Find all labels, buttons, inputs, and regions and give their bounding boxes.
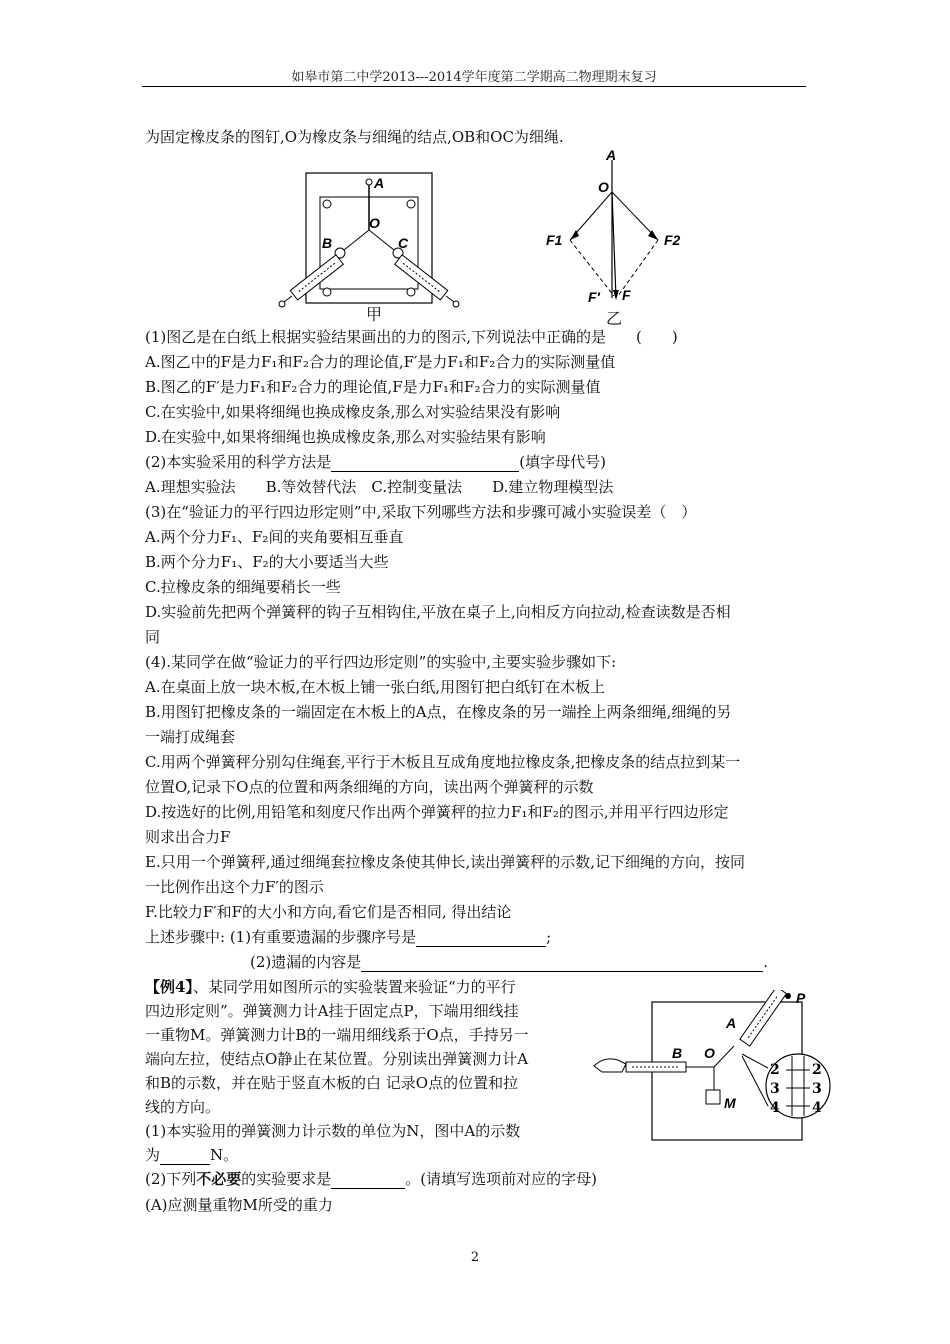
q2-options: A.理想实验法 B.等效替代法 C.控制变量法 D.建立物理模型法 [145,478,614,496]
fig-yi-label-fprime: F′ [588,289,600,305]
ex4-q1: (1)本实验用的弹簧测力计示数的单位为N，图中A的示数 [145,1122,521,1140]
q3-option-c: C.拉橡皮条的细绳要稍长一些 [145,578,341,596]
fig-jia-label-o: O [369,215,380,231]
page-header: 如皋市第二中学2013---2014学年度第二学期高二物理期末复习 [291,70,657,85]
ex4-line-6: 线的方向。 [145,1098,221,1116]
q4-blank1-line [145,928,551,947]
q4-blank2-text: (2)遗漏的内容是 [250,953,362,971]
q2-stem-suffix: (填字母代号) [519,453,606,471]
q4-blank1[interactable] [416,928,546,947]
ex4-q2-option-a: (A)应测量重物M所受的重力 [145,1196,333,1214]
q4-blank2-line [250,953,768,972]
q4-blank1-text: 上述步骤中: (1)有重要遗漏的步骤序号是 [145,928,417,946]
fig-jia-label-b: B [322,235,333,251]
q4-step-b-cont: 一端打成绳套 [145,728,236,746]
q1-stem: (1)图乙是在白纸上根据实验结果画出的力的图示,下列说法中正确的是 ( ) [145,328,678,346]
figure-jia [270,170,470,320]
ex4-q2-suffix: 。(请填写选项前对应的字母) [405,1170,597,1188]
q4-blank2[interactable] [361,953,763,972]
ex4-fig-label-a: A [726,1015,737,1031]
q4-step-b: B.用图钉把橡皮条的一端固定在木板上的A点，在橡皮条的另一端拴上两条细绳,细绳的另 [145,703,732,721]
ex4-q1-unit: N。 [210,1146,239,1164]
ex4-scale-2: 2 [770,1062,780,1078]
ex4-line-5: 和B的示数，并在贴于竖直木板的白 记录O点的位置和拉 [145,1074,519,1092]
q3-option-d-cont: 同 [145,628,161,646]
ex4-tag: 【例4】 [145,978,193,996]
fig-yi-caption: 乙 [606,309,623,328]
q4-step-e: E.只用一个弹簧秤,通过细绳套拉橡皮条使其伸长,读出弹簧秤的示数,记下细绳的方向，按同 [145,853,746,871]
fig-yi-label-f1: F1 [546,232,563,248]
q1-option-b: B.图乙的F′是力F₁和F₂合力的理论值,F是力F₁和F₂合力的实际测量值 [145,378,601,396]
q1-option-a: A.图乙中的F是力F₁和F₂合力的理论值,F′是力F₁和F₂合力的实际测量值 [145,353,616,371]
q3-option-a: A.两个分力F₁、F₂间的夹角要相互垂直 [145,528,404,546]
ex4-line-2: 四边形定则”。弹簧测力计A挂于固定点P，下端用细线挂 [145,1002,519,1020]
figure-yi [540,148,690,308]
ex4-q2-mid: 的实验要求是 [241,1170,332,1188]
ex4-q2-prefix: (2)下列 [145,1170,197,1188]
ex4-line-3: 一重物M。弹簧测力计B的一端用细线系于O点，手持另一 [145,1026,529,1044]
q3-option-d: D.实验前先把两个弹簧秤的钩子互相钩住,平放在桌子上,向相反方向拉动,检查读数是否相 [145,603,731,621]
ex4-fig-label-p: P [796,990,806,1006]
q2-answer-blank[interactable] [331,453,519,472]
q4-blank2-end: . [763,953,769,971]
ex4-q1-prefix: 为 [145,1146,161,1164]
ex4-scale-2b: 2 [812,1062,822,1078]
q4-step-d-cont: 则求出合力F [145,828,231,846]
ex4-scale-3b: 3 [812,1081,822,1097]
q4-step-a: A.在桌面上放一块木板,在木板上铺一张白纸,用图钉把白纸钉在木板上 [145,678,606,696]
ex4-q2-emphasis: 不必要 [196,1170,242,1188]
fig-yi-label-o: O [598,179,609,195]
q2-stem-text: (2)本实验采用的科学方法是 [145,453,332,471]
ex4-fig-label-o: O [704,1045,715,1061]
q3-stem: (3)在“验证力的平行四边形定则”中,采取下列哪些方法和步骤可减小实验误差（ ） [145,503,697,521]
header-rule [142,86,806,87]
q2-stem [145,453,606,472]
q4-step-f: F.比较力F′和F的大小和方向,看它们是否相同, 得出结论 [145,903,512,921]
ex4-q1-answer-line [145,1146,238,1165]
intro-text: 为固定橡皮条的图钉,O为橡皮条与细绳的结点,OB和OC为细绳. [145,128,564,146]
q1-option-d: D.在实验中,如果将细绳也换成橡皮条,那么对实验结果有影响 [145,428,546,446]
ex4-intro: 、某同学用如图所示的实验装置来验证“力的平行 [192,978,516,996]
figure-ex4 [592,990,842,1150]
ex4-fig-label-m: M [724,1095,736,1111]
fig-jia-label-a: A [374,175,385,191]
q4-step-c-cont: 位置O,记录下O点的位置和两条细绳的方向，读出两个弹簧秤的示数 [145,778,594,796]
fig-yi-label-f2: F2 [664,232,681,248]
ex4-q2 [145,1170,597,1189]
q4-step-e-cont: 一比例作出这个力F′的图示 [145,878,324,896]
ex4-scale-4b: 4 [812,1100,822,1116]
ex4-line-1 [145,978,516,996]
page-number: 2 [470,1250,480,1265]
q1-option-c: C.在实验中,如果将细绳也换成橡皮条,那么对实验结果没有影响 [145,403,561,421]
ex4-fig-label-b: B [672,1045,683,1061]
q4-step-d: D.按选好的比例,用铅笔和刻度尺作出两个弹簧秤的拉力F₁和F₂的图示,并用平行四边形定 [145,803,729,821]
ex4-scale-3: 3 [770,1081,780,1097]
fig-jia-caption: 甲 [366,305,383,324]
fig-yi-label-f: F [622,287,631,303]
q4-step-c: C.用两个弹簧秤分别勾住绳套,平行于木板且互成角度地拉橡皮条,把橡皮条的结点拉到某一 [145,753,741,771]
ex4-q2-blank[interactable] [331,1170,405,1189]
q3-option-b: B.两个分力F₁、F₂的大小要适当大些 [145,553,389,571]
fig-jia-label-c: C [398,235,409,251]
ex4-scale-4: 4 [770,1100,780,1116]
q4-blank1-end: ; [546,928,552,946]
fig-yi-label-a: A [606,148,617,163]
q4-stem: (4).某同学在做“验证力的平行四边形定则”的实验中,主要实验步骤如下: [145,653,617,671]
ex4-line-4: 端向左拉，使结点O静止在某位置。分别读出弹簧测力计A [145,1050,529,1068]
ex4-q1-blank[interactable] [160,1146,210,1165]
